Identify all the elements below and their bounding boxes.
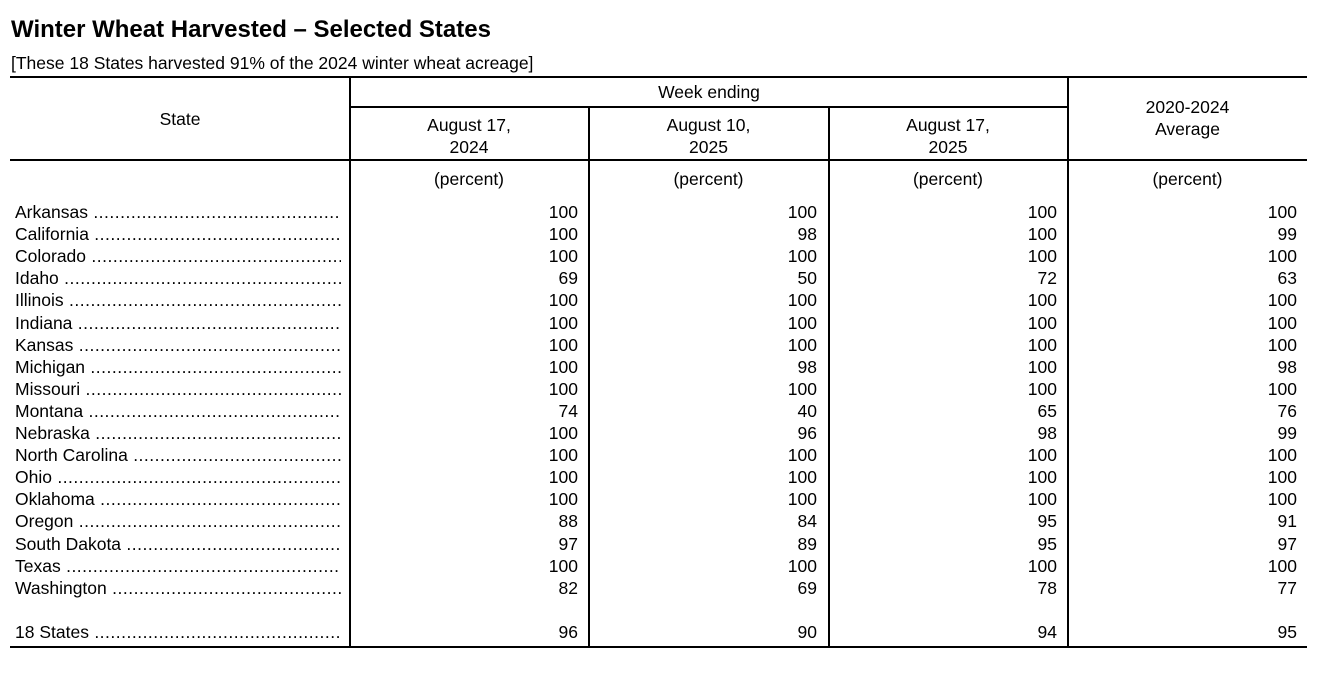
cell-value: 96	[797, 423, 817, 443]
cell-value: 100	[548, 246, 578, 267]
cell-value: 98	[797, 356, 817, 377]
table-row	[0, 444, 1318, 466]
state-name: California .....	[15, 223, 341, 245]
table-row	[0, 201, 1318, 223]
cell-value: 95	[1277, 622, 1297, 642]
cell-value: 100	[1027, 378, 1057, 399]
cell-value: 84	[797, 511, 817, 532]
table-row	[0, 356, 1318, 378]
cell-value: 100	[1267, 467, 1297, 488]
cell-value: 69	[558, 268, 578, 289]
header-col4-line1: 2020-2024	[1145, 97, 1230, 117]
state-name: Michigan .....	[15, 356, 341, 378]
cell-value: 88	[558, 511, 578, 532]
cell-value: 100	[548, 555, 578, 576]
cell-value: 96	[558, 622, 578, 642]
table-row	[0, 223, 1318, 245]
cell-value: 74	[558, 400, 578, 421]
state-name: Texas .....	[15, 555, 341, 577]
state-name: Colorado .....	[15, 245, 341, 267]
state-name: Missouri .....	[15, 378, 341, 400]
unit-label-col4: (percent)	[1152, 169, 1223, 189]
state-name: Indiana .....	[15, 312, 341, 334]
cell-value: 99	[1277, 423, 1297, 443]
cell-value: 100	[1267, 312, 1297, 333]
cell-value: 100	[787, 290, 817, 311]
cell-value: 99	[1277, 224, 1297, 245]
table-title: Winter Wheat Harvested – Selected States	[11, 16, 491, 43]
cell-value: 98	[797, 224, 817, 245]
cell-value: 100	[1027, 224, 1057, 245]
cell-value: 100	[1027, 356, 1057, 377]
cell-value: 100	[1027, 555, 1057, 576]
table-row	[0, 466, 1318, 488]
cell-value: 50	[797, 268, 817, 289]
cell-value: 100	[548, 378, 578, 399]
cell-value: 100	[1267, 202, 1297, 222]
cell-value: 100	[1027, 246, 1057, 267]
cell-value: 40	[797, 400, 817, 421]
cell-value: 72	[1037, 268, 1057, 289]
cell-value: 100	[1267, 445, 1297, 466]
cell-value: 100	[548, 489, 578, 510]
cell-value: 95	[1037, 511, 1057, 532]
cell-value: 97	[558, 533, 578, 554]
header-state: State	[159, 109, 201, 129]
state-name: Idaho .....	[15, 267, 341, 289]
cell-value: 100	[787, 202, 817, 222]
header-col1-line2: 2024	[449, 137, 489, 157]
header-week-ending: Week ending	[658, 82, 760, 102]
cell-value: 100	[1267, 246, 1297, 267]
cell-value: 100	[1267, 334, 1297, 355]
cell-value: 100	[787, 378, 817, 399]
header-col3-line1: August 17,	[906, 115, 990, 135]
header-col3-line2: 2025	[928, 137, 968, 157]
cell-value: 95	[1037, 533, 1057, 554]
state-name: Oregon .....	[15, 510, 341, 532]
cell-value: 100	[548, 356, 578, 377]
cell-value: 100	[548, 467, 578, 488]
cell-value: 100	[548, 334, 578, 355]
unit-label-col1: (percent)	[433, 169, 505, 189]
state-name: Washington .....	[15, 577, 341, 599]
cell-value: 94	[1037, 622, 1057, 642]
table-row	[0, 289, 1318, 311]
cell-value: 100	[1027, 290, 1057, 311]
cell-value: 100	[1267, 555, 1297, 576]
state-name: Oklahoma .....	[15, 488, 341, 510]
cell-value: 100	[1267, 290, 1297, 311]
cell-value: 65	[1037, 400, 1057, 421]
cell-value: 100	[1027, 489, 1057, 510]
header-col1-line1: August 17,	[427, 115, 511, 135]
state-name: North Carolina .....	[15, 444, 341, 466]
header-col2-line2: 2025	[689, 137, 728, 157]
state-name: South Dakota .....	[15, 533, 341, 555]
cell-value: 100	[787, 334, 817, 355]
table-row	[0, 510, 1318, 532]
cell-value: 100	[787, 489, 817, 510]
table-row	[0, 245, 1318, 267]
cell-value: 100	[1027, 467, 1057, 488]
state-name: Ohio .....	[15, 466, 341, 488]
cell-value: 76	[1277, 400, 1297, 421]
cell-value: 90	[797, 622, 817, 642]
table-row	[0, 555, 1318, 577]
cell-value: 91	[1277, 511, 1297, 532]
cell-value: 100	[787, 555, 817, 576]
table-row	[0, 488, 1318, 510]
cell-value: 98	[1037, 423, 1057, 443]
table-row	[0, 400, 1318, 422]
total-row	[0, 621, 1318, 643]
cell-value: 77	[1277, 577, 1297, 598]
header-col4-line2: Average	[1155, 119, 1220, 139]
table-row	[0, 334, 1318, 356]
state-name: Montana .....	[15, 400, 341, 422]
table-row	[0, 378, 1318, 400]
table-row	[0, 577, 1318, 599]
table-row	[0, 267, 1318, 289]
cell-value: 100	[787, 312, 817, 333]
table-row	[0, 533, 1318, 555]
cell-value: 100	[548, 202, 578, 222]
cell-value: 82	[558, 577, 578, 598]
cell-value: 97	[1277, 533, 1297, 554]
header-col2-line1: August 10,	[666, 115, 751, 135]
table-row	[0, 422, 1318, 444]
cell-value: 89	[797, 533, 817, 554]
cell-value: 69	[797, 577, 817, 598]
cell-value: 100	[548, 423, 578, 443]
cell-value: 100	[787, 246, 817, 267]
cell-value: 100	[548, 224, 578, 245]
cell-value: 98	[1277, 356, 1297, 377]
cell-value: 63	[1277, 268, 1297, 289]
state-name: Arkansas .....	[15, 201, 341, 223]
cell-value: 100	[787, 467, 817, 488]
unit-label-col2: (percent)	[673, 169, 744, 189]
cell-value: 100	[1267, 378, 1297, 399]
cell-value: 100	[1027, 334, 1057, 355]
unit-label-col3: (percent)	[912, 169, 984, 189]
cell-value: 100	[1027, 312, 1057, 333]
table-subtitle: [These 18 States harvested 91% of the 2024 winter wheat acreage]	[11, 53, 534, 73]
cell-value: 100	[787, 445, 817, 466]
cell-value: 100	[1027, 445, 1057, 466]
table-row	[0, 312, 1318, 334]
state-name: 18 States .....	[15, 621, 341, 643]
cell-value: 100	[1267, 489, 1297, 510]
cell-value: 100	[1027, 202, 1057, 222]
cell-value: 78	[1037, 577, 1057, 598]
state-name: Nebraska .....	[15, 422, 341, 444]
state-name: Kansas .....	[15, 334, 341, 356]
cell-value: 100	[548, 445, 578, 466]
cell-value: 100	[548, 290, 578, 311]
cell-value: 100	[548, 312, 578, 333]
state-name: Illinois .....	[15, 289, 341, 311]
